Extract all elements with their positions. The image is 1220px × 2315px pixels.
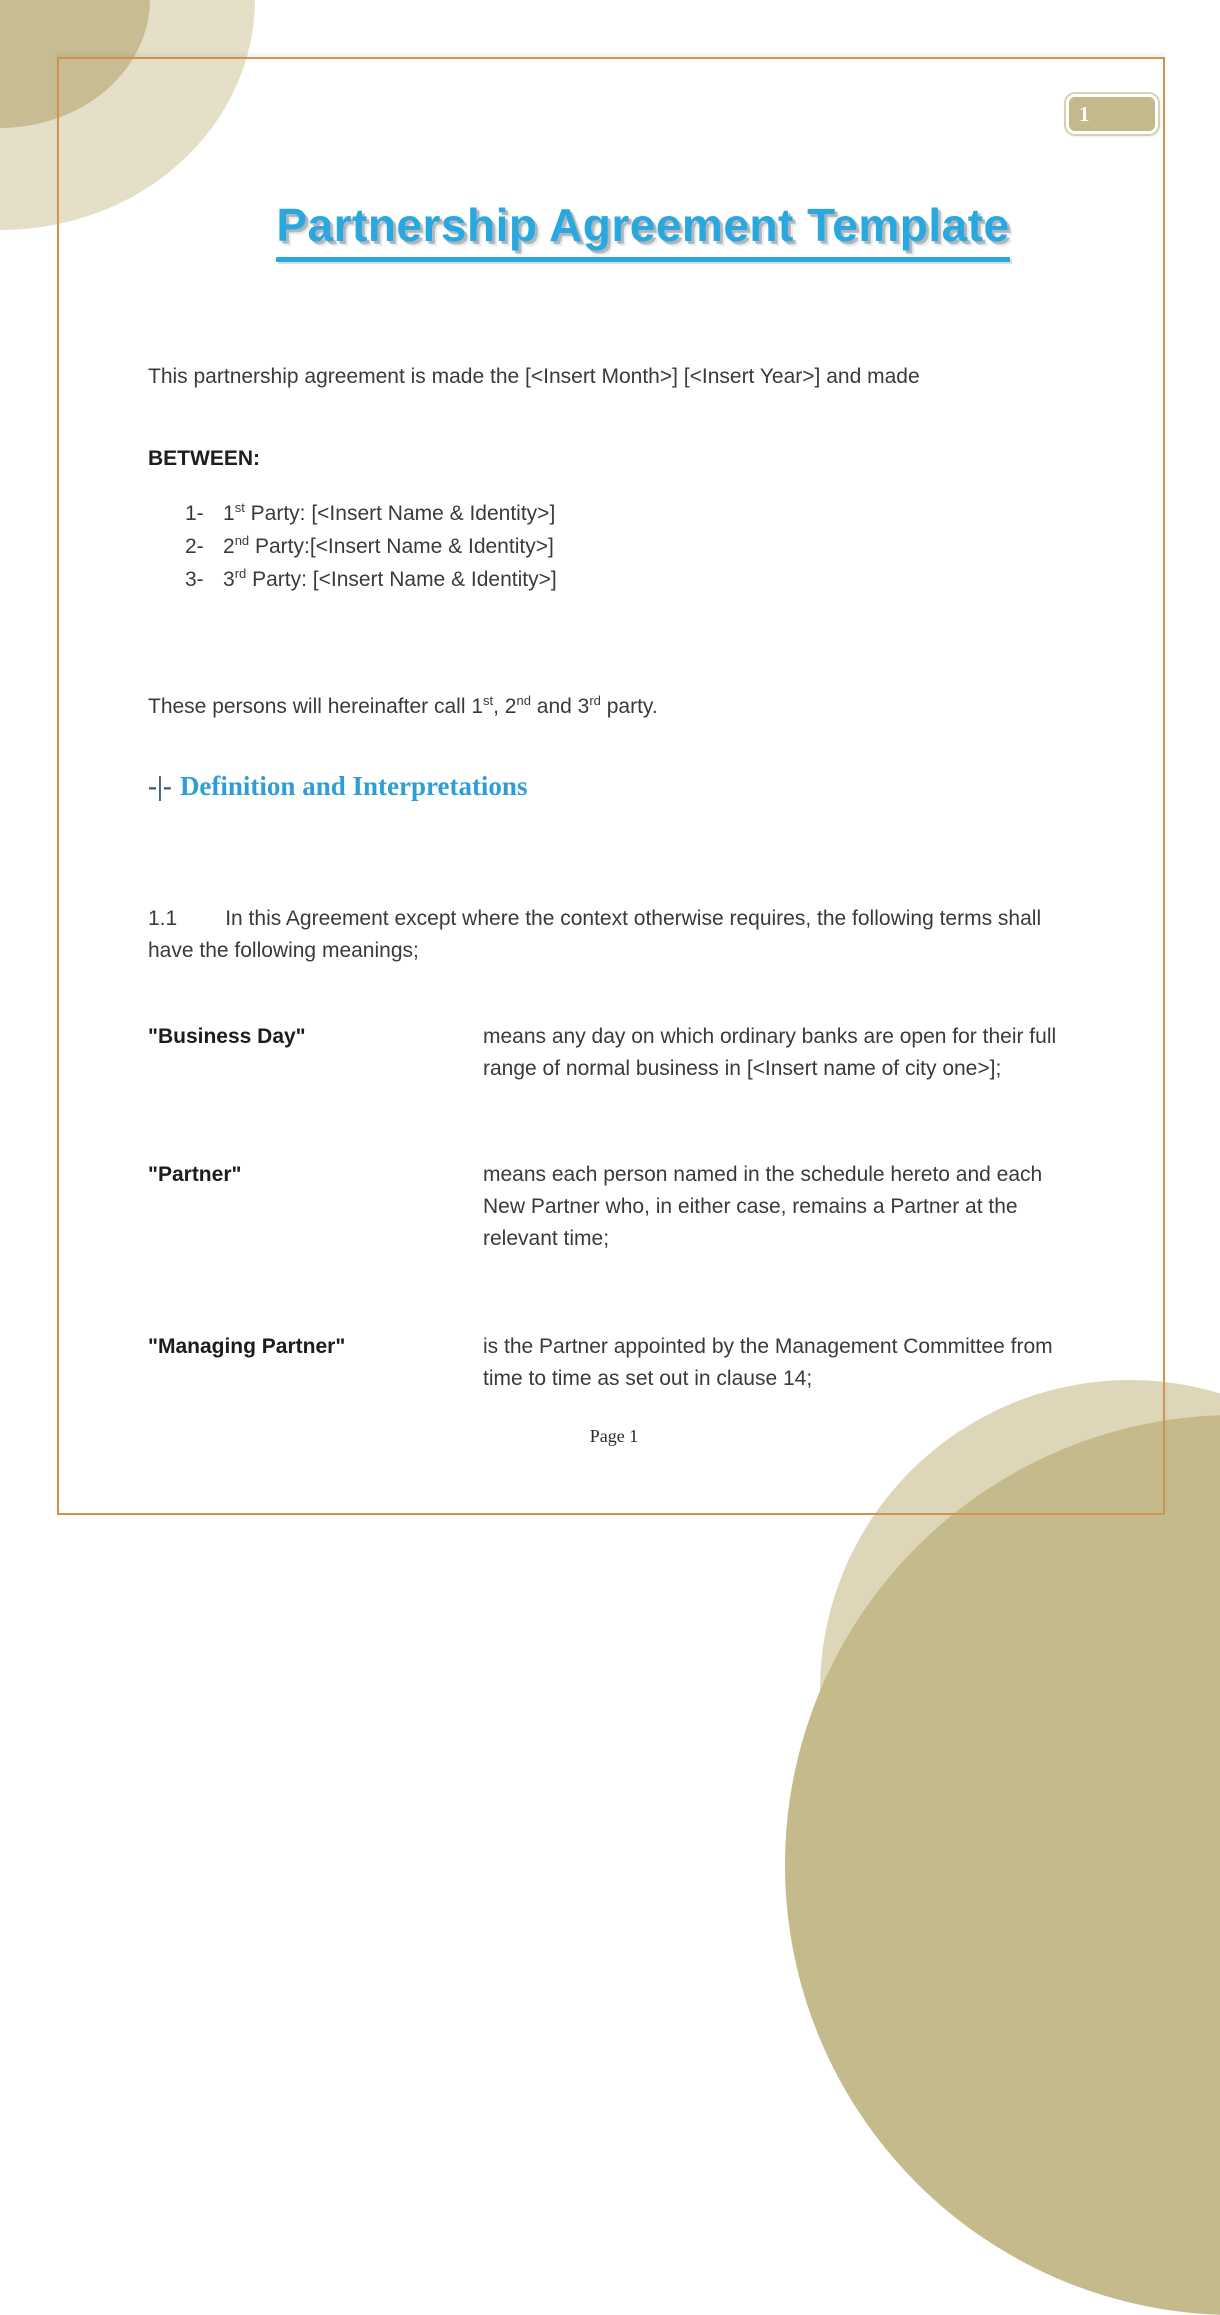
clause-text: In this Agreement except where the context otherwise requires, the following terms shall have the following meanings; xyxy=(148,907,1042,962)
definition-meaning: means any day on which ordinary banks are open for their full range of normal business in [<Insert name of city one>]; xyxy=(483,1025,1057,1080)
list-item-number: 1- xyxy=(185,502,204,525)
section-heading-text: Definition and Interpretations xyxy=(179,771,528,801)
page-number-badge xyxy=(1066,94,1158,134)
parties-list xyxy=(185,497,885,596)
page-title: Partnership Agreement Template xyxy=(276,198,1009,262)
list-item-number: 2- xyxy=(185,535,204,558)
definition-row-managing-partner xyxy=(148,1331,1073,1395)
list-item-text: 3rd Party: [<Insert Name & Identity>] xyxy=(223,566,557,591)
definition-term: "Partner" xyxy=(148,1163,242,1186)
list-item xyxy=(185,563,885,596)
corner-circle-dark-bottom-right xyxy=(785,1415,1220,2315)
list-item-text: 1st Party: [<Insert Name & Identity>] xyxy=(223,500,556,525)
definition-term: "Managing Partner" xyxy=(148,1335,346,1358)
page-footer: Page 1 xyxy=(589,1426,639,1446)
list-item xyxy=(185,497,885,530)
clause-number: 1.1 xyxy=(148,907,178,930)
list-item-text: 2nd Party:[<Insert Name & Identity>] xyxy=(223,533,554,558)
clause-paragraph xyxy=(148,903,1073,967)
section-heading xyxy=(148,771,527,802)
section-heading-marker: -|- xyxy=(148,771,172,801)
list-item xyxy=(185,530,885,563)
intro-paragraph: This partnership agreement is made the [<Insert Month>] [<Insert Year>] and made xyxy=(148,365,920,388)
page-number-badge-label: 1 xyxy=(1079,101,1090,126)
list-item-number: 3- xyxy=(185,568,204,591)
between-label: BETWEEN: xyxy=(148,447,260,470)
definition-term: "Business Day" xyxy=(148,1025,306,1048)
hereinafter-paragraph: These persons will hereinafter call 1st, 2nd and 3rd party. xyxy=(148,693,658,718)
definition-meaning: means each person named in the schedule hereto and each New Partner who, in either case, remains a Partner at the relevant time; xyxy=(483,1163,1043,1250)
title-container xyxy=(57,198,1161,262)
definition-meaning: is the Partner appointed by the Management Committee from time to time as set out in clause 14; xyxy=(483,1335,1053,1390)
definition-row-partner xyxy=(148,1159,1073,1255)
definition-row-business-day xyxy=(148,1021,1073,1085)
